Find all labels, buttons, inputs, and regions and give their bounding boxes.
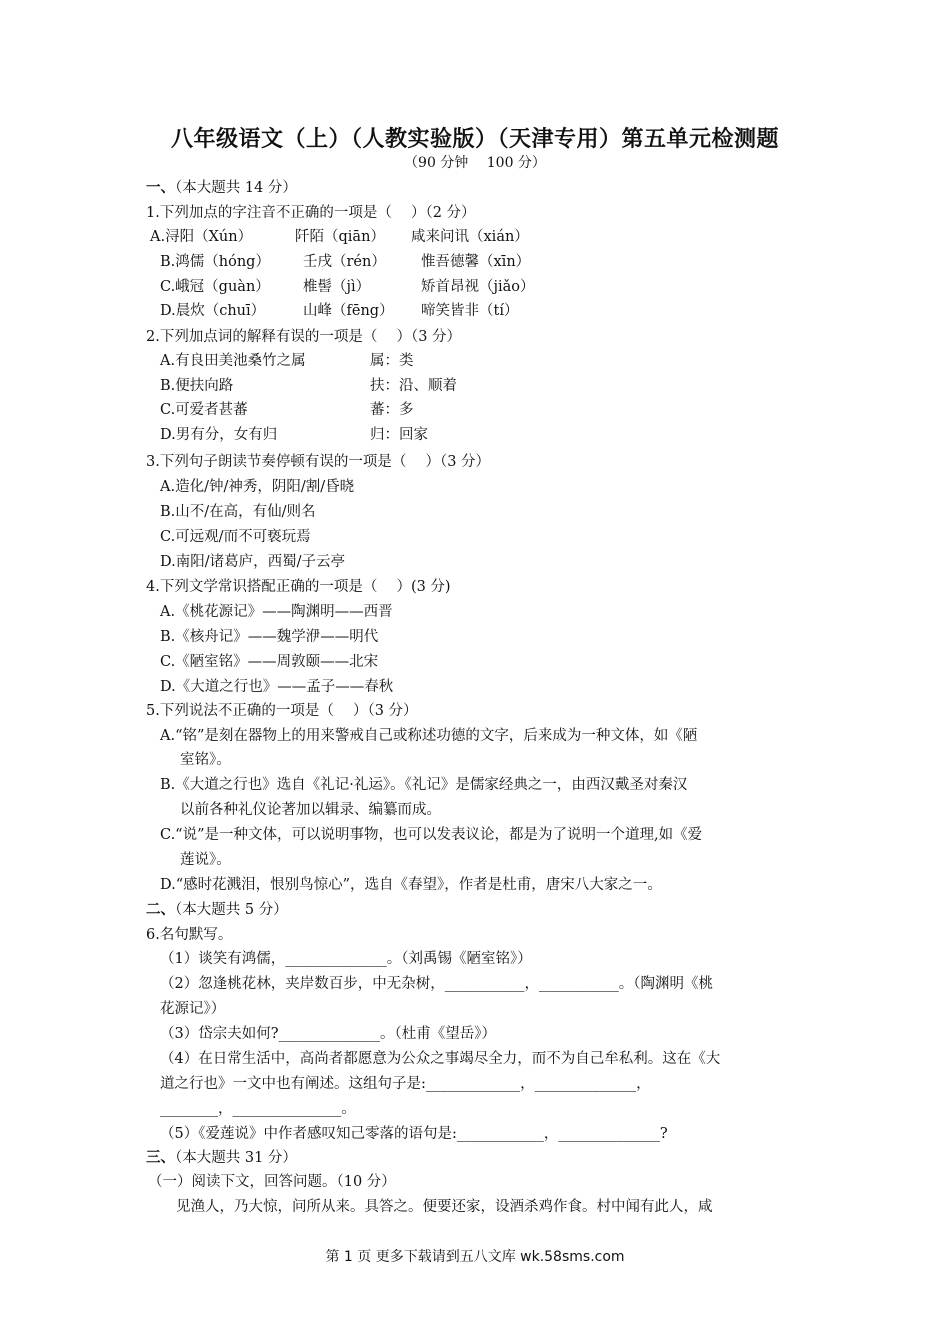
section-2-number: 二、 [146,901,175,918]
question-4-stem: 4.下列文学常识搭配正确的一项是（ ）(3 分) [146,579,451,595]
reading-instruction: （一）阅读下文，回答问题。（10 分） [148,1174,396,1190]
q3-option-c: C.可远观/而不可亵玩焉 [160,529,311,545]
q6-line-2: （2）忽逢桃花林，夹岸数百步，中无杂树，___________，___________。（陶渊明《桃 [160,976,713,992]
section-3-note: （本大题共 31 分） [175,1150,297,1166]
q1-option-c-3: 矫首昂视（jiǎo） [421,279,535,295]
q3-option-d: D.南阳/诸葛庐，西蜀/子云亭 [160,554,345,570]
q2-option-d-gloss: 归：回家 [370,427,428,443]
q2-option-c: C.可爱者甚蕃 [160,402,248,418]
question-5-stem: 5.下列说法不正确的一项是（ ）（3 分） [146,703,418,719]
q3-option-b: B.山不/在高，有仙/则名 [160,504,316,520]
q5-option-a-line2: 室铭》。 [180,752,231,768]
q3-option-a: A.造化/钟/神秀，阴阳/割/昏晓 [160,479,355,495]
section-2-note: （本大题共 5 分） [175,902,288,918]
q1-option-d-1: D.晨炊（chuī） [160,303,266,319]
page-title: 八年级语文（上）（人教实验版）（天津专用）第五单元检测题 [170,126,779,152]
q4-option-d: D.《大道之行也》——孟子——春秋 [160,679,394,695]
q1-option-b-3: 惟吾德馨（xīn） [421,254,531,270]
q4-option-b: B.《核舟记》——魏学洢——明代 [160,629,379,645]
q4-option-a: A.《桃花源记》——陶渊明——西晋 [160,604,393,620]
q1-option-d-3: 啼笑皆非（tí） [421,303,519,319]
question-1-stem: 1.下列加点的字注音不正确的一项是（ ）（2 分） [146,205,476,221]
q5-option-b-line1: B.《大道之行也》选自《礼记·礼运》。《礼记》是儒家经典之一，由西汉戴圣对秦汉 [160,777,688,793]
question-6-stem: 6.名句默写。 [146,927,233,943]
q1-option-b-2: 壬戌（rén） [303,254,386,270]
q6-line-8: （5）《爱莲说》中作者感叹知己零落的语句是:____________，______________? [160,1126,668,1142]
q1-option-a-2: 阡陌（qiān） [295,229,385,245]
q1-option-b-1: B.鸿儒（hóng） [160,254,270,270]
section-1-heading [146,178,297,198]
section-1-number: 一、 [146,179,175,196]
q2-option-b-gloss: 扶：沿、顺着 [370,378,457,394]
q6-line-3: 花源记》） [160,1001,226,1017]
q2-option-c-gloss: 蕃：多 [370,402,414,418]
question-3-stem: 3.下列句子朗读节奏停顿有误的一项是（ ）（3 分） [146,454,491,470]
q1-option-d-2: 山峰（fēng） [303,303,394,319]
q1-option-c-2: 椎髻（jì） [303,279,371,295]
q1-option-c-1: C.峨冠（guàn） [160,279,270,295]
section-3-heading [146,1148,297,1168]
section-1-note: （本大题共 14 分） [175,180,297,196]
section-3-number: 三、 [146,1149,175,1166]
q6-line-4: （3）岱宗夫如何?______________。（杜甫《望岳》） [160,1026,496,1042]
q2-option-a: A.有良田美池桑竹之属 [160,353,306,369]
q5-option-b-line2: 以前各种礼仪论著加以辑录、编纂而成。 [180,802,441,818]
q1-option-a-3: 咸来问讯（xián） [411,229,529,245]
q2-option-a-gloss: 属：类 [370,353,414,369]
q5-option-c-line1: C.“说”是一种文体，可以说明事物，也可以发表议论，都是为了说明一个道理,如《爱 [160,827,703,843]
q1-option-a-1: A.浔阳（Xún） [150,229,253,245]
q6-line-6: 道之行也》一文中也有阐述。这组句子是:_____________，______________， [160,1076,651,1092]
q2-option-d: D.男有分，女有归 [160,427,278,443]
question-2-stem: 2.下列加点词的解释有误的一项是（ ）（3 分） [146,329,462,345]
q6-line-5: （4）在日常生活中，高尚者都愿意为公众之事竭尽全力，而不为自己牟私利。这在《大 [160,1051,721,1067]
q5-option-c-line2: 莲说》。 [180,852,231,868]
q5-option-d: D.“感时花溅泪，恨别鸟惊心”，选自《春望》，作者是杜甫，唐宋八大家之一。 [160,877,662,893]
page-footer: 第 1 页 更多下载请到五八文库 wk.58sms.com [325,1249,625,1265]
reading-passage-line: 见渔人，乃大惊，问所从来。具答之。便要还家，设酒杀鸡作食。村中闻有此人，咸 [176,1199,713,1215]
section-2-heading [146,900,288,920]
page-subtitle: （90 分钟 100 分） [404,155,546,171]
q6-line-7: ________，_______________。 [160,1101,356,1117]
q5-option-a-line1: A.“铭”是刻在器物上的用来警戒自己或称述功德的文字，后来成为一种文体，如《陋 [160,728,698,744]
q2-option-b: B.便扶向路 [160,378,234,394]
q6-line-1: （1）谈笑有鸿儒，______________。（刘禹锡《陋室铭》） [160,951,532,967]
q4-option-c: C.《陋室铭》——周敦颐——北宋 [160,654,379,670]
